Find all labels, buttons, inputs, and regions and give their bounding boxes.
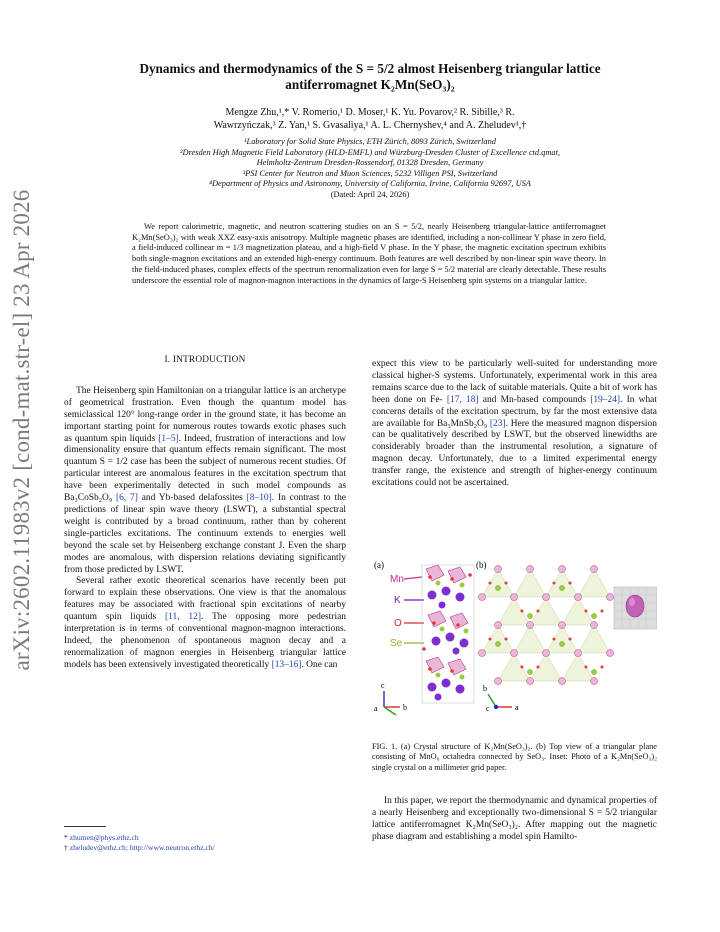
authors-line-2: Wawrzyńczak,³ Z. Yan,¹ S. Gvasaliya,¹ A. L. Chernyshev,⁴ and A. Zheludev¹,† bbox=[213, 119, 527, 131]
intro-paragraph-1 bbox=[64, 386, 346, 577]
citation-link[interactable]: [11, 12] bbox=[164, 612, 201, 623]
axes-a bbox=[374, 681, 407, 715]
affiliations bbox=[70, 137, 670, 201]
axis-label: a bbox=[374, 704, 378, 713]
legend-mn: Mn bbox=[390, 574, 404, 585]
text-run: . In what concerns details of the excitation spectrum, by far the most extensive data are available for Ba₃MnSb₂O₉ bbox=[372, 394, 657, 429]
affiliation: ¹Laboratory for Solid State Physics, ETH Zürich, 8093 Zürich, Switzerland bbox=[244, 137, 496, 146]
footnote-mark: † bbox=[64, 843, 68, 852]
legend-se: Se bbox=[390, 638, 403, 649]
text-run: The Heisenberg spin Hamiltonian on a triangular lattice is an archetype of geometrical frustration. Even though the quantum model has semiclassical 120° long-range order in the ground state, it has become an important starting point for numerous routes towards exotic phases such as quantum spin liquids bbox=[64, 385, 346, 444]
text-run: . Indeed, frustration of interactions and low dimensionality ensure that quantum effects remain significant. The most quantum S = 1/2 case has been the subject of numerous recent studies. Of particular interest are anomalous features in the excitation spectrum that have been experimentally detected in such model compounds as Ba₃CoSb₂O₉ bbox=[64, 433, 346, 504]
date-line: (Dated: April 24, 2026) bbox=[330, 189, 410, 199]
text-run: expect this view to be particularly well-suited for understanding more classical higher-S systems. Unfortunately, experimental work in this area remains scarce due to the lack of suitable materials. Quite a bit of work has been done on Fe- bbox=[372, 359, 657, 405]
figure-1-crystal-structure bbox=[372, 557, 657, 745]
citation-link[interactable]: [23] bbox=[489, 418, 506, 429]
footnote bbox=[64, 843, 364, 853]
axis-label: c bbox=[381, 681, 385, 690]
citation-link[interactable]: [13–16] bbox=[271, 659, 302, 670]
legend-o: O bbox=[394, 618, 402, 629]
figure-caption: FIG. 1. (a) Crystal structure of K₂Mn(SeO₃)₂. (b) Top view of a triangular plane consisting of MnO₆ octahedra connected by SeO₃. Inset: Photo of a K₂Mn(SeO₃)₂ single crystal on a millimeter grid paper. bbox=[372, 742, 657, 772]
section-heading: I. INTRODUCTION bbox=[164, 355, 246, 365]
footnote bbox=[64, 833, 364, 843]
title-line-1: Dynamics and thermodynamics of the S = 5/2 almost Heisenberg triangular lattice bbox=[139, 61, 601, 76]
panel-a-label: (a) bbox=[374, 560, 384, 570]
panel-b-label: (b) bbox=[476, 560, 487, 570]
text-run: and Yb-based delafossites bbox=[137, 493, 247, 504]
citation-link[interactable]: [19–24] bbox=[590, 394, 621, 405]
authors-line-1: Mengze Zhu,¹,* V. Romerio,¹ D. Moser,¹ K. Yu. Povarov,² R. Sibille,³ R. bbox=[225, 107, 515, 118]
left-column bbox=[64, 355, 346, 672]
paper-title bbox=[90, 61, 650, 93]
abstract: We report calorimetric, magnetic, and neutron scattering studies on an S = 5/2, nearly Heisenberg triangular-lattice antiferromagnet K₂Mn(SeO₃)₂ with weak XXZ easy-axis anisotropy. Multiple magnetic phases are identified, including a non-collinear Y phase in zero field, a field-induced collinear m = 1/3 magnetization plateau, and a high-field V phase. In the Y phase, the magnetic excitation spectrum exhibits both single-magnon excitations and an extended high-energy continuum. Both features are well described by non-linear spin wave theory. In the field-induced phases, complex effects of the spectrum renormalization even for large S = 5/2 material are clearly detectable. These results underscore the essential role of magnon-magnon interactions in the dynamics of large-S Heisenberg spin systems on a triangular lattice. bbox=[132, 222, 606, 285]
text-run: . Here the measured magnon dispersion can be qualitatively described by LSWT, but the observed linewidths are considerably broader than the instrumental resolution, a signature of magnon decay. Unfortunately, due to a limited experimental energy transfer range, the existence and strength of higher-energy continuum excitations could not be ascertained. bbox=[372, 418, 657, 489]
right-column-continued bbox=[372, 796, 657, 844]
text-run: and Mn-based compounds bbox=[478, 394, 591, 405]
footnote-rule bbox=[64, 826, 106, 827]
arxiv-stamp-text: arXiv:2602.11983v2 [cond-mat.str-el] 23 Apr 2026 bbox=[9, 189, 34, 671]
axis-label: a bbox=[515, 703, 519, 712]
axis-label: b bbox=[483, 684, 487, 693]
right-paragraph-1 bbox=[372, 359, 657, 490]
affiliation: ²Dresden High Magnetic Field Laboratory (HLD-EMFL) and Würzburg-Dresden Cluster of Excellence ctd.qmat, bbox=[179, 147, 561, 157]
axis-label: c bbox=[486, 704, 490, 713]
side-view-structure bbox=[422, 565, 474, 703]
axis-label: b bbox=[403, 703, 407, 712]
text-run: . One can bbox=[301, 659, 338, 670]
text-run: . In contrast to the predictions of linear spin wave theory (LSWT), a substantial spectral weight is contributed by a broad continuum, rather than by coherent single-particles excitations. The continuum extends to energies well beyond the scale set by Heisenberg exchange constant J. Even the sharp modes are anomalous, with dispersion relations deviating significantly from those predicted by LSWT. bbox=[64, 493, 346, 575]
affiliation: Helmholtz-Zentrum Dresden-Rossendorf, 01328 Dresden, Germany bbox=[256, 158, 484, 168]
email-link[interactable]: zheludev@ethz.ch; http://www.neutron.ethz.ch/ bbox=[69, 843, 215, 852]
citation-link[interactable]: [1–5] bbox=[158, 433, 179, 444]
right-column bbox=[372, 359, 657, 490]
affiliation: ⁴Department of Physics and Astronomy, University of California, Irvine, California 92697, USA bbox=[209, 179, 531, 189]
footnote-mark: * bbox=[64, 833, 68, 842]
crystal-photo-inset bbox=[614, 587, 657, 629]
top-view-structure bbox=[479, 566, 614, 685]
text-run: . The opposing more pedestrian interpretation is in terms of conventional magnon-magnon interactions. Indeed, the phenomenon of spontaneous magnon decay and a renormalization of magnon energies in Heisenberg triangular lattice models has been extensively investigated theoretically bbox=[64, 612, 346, 670]
axes-b bbox=[483, 684, 519, 713]
right-paragraph-2: In this paper, we report the thermodynamic and dynamical properties of a nearly Heisenberg and exceptionally two-dimensional S = 5/2 triangular lattice antiferromagnet K₂Mn(SeO₃)₂. After mapping out the magnetic phase diagram and establishing a model spin Hamilto- bbox=[372, 796, 657, 842]
citation-link[interactable]: [8–10] bbox=[246, 493, 272, 504]
title-line-2: antiferromagnet K₂Mn(SeO₃)₂ bbox=[285, 77, 455, 92]
author-list bbox=[110, 107, 630, 132]
intro-paragraph-2 bbox=[64, 576, 346, 671]
citation-link[interactable]: [6, 7] bbox=[115, 493, 138, 504]
citation-link[interactable]: [17, 18] bbox=[446, 394, 479, 405]
email-link[interactable]: zhumen@phys.ethz.ch bbox=[69, 833, 139, 842]
legend-k: K bbox=[394, 595, 401, 606]
footnotes bbox=[64, 833, 364, 853]
atom-legend bbox=[390, 574, 424, 649]
arxiv-stamp bbox=[2, 150, 42, 710]
affiliation: ³PSI Center for Neutron and Muon Sciences, 5232 Villigen PSI, Switzerland bbox=[242, 168, 498, 178]
text-run: Several rather exotic theoretical scenarios have recently been put forward to explain these observations. One view is that the anomalous features may be associated with fractional spin excitations of nearby quantum spin liquids bbox=[64, 576, 346, 623]
